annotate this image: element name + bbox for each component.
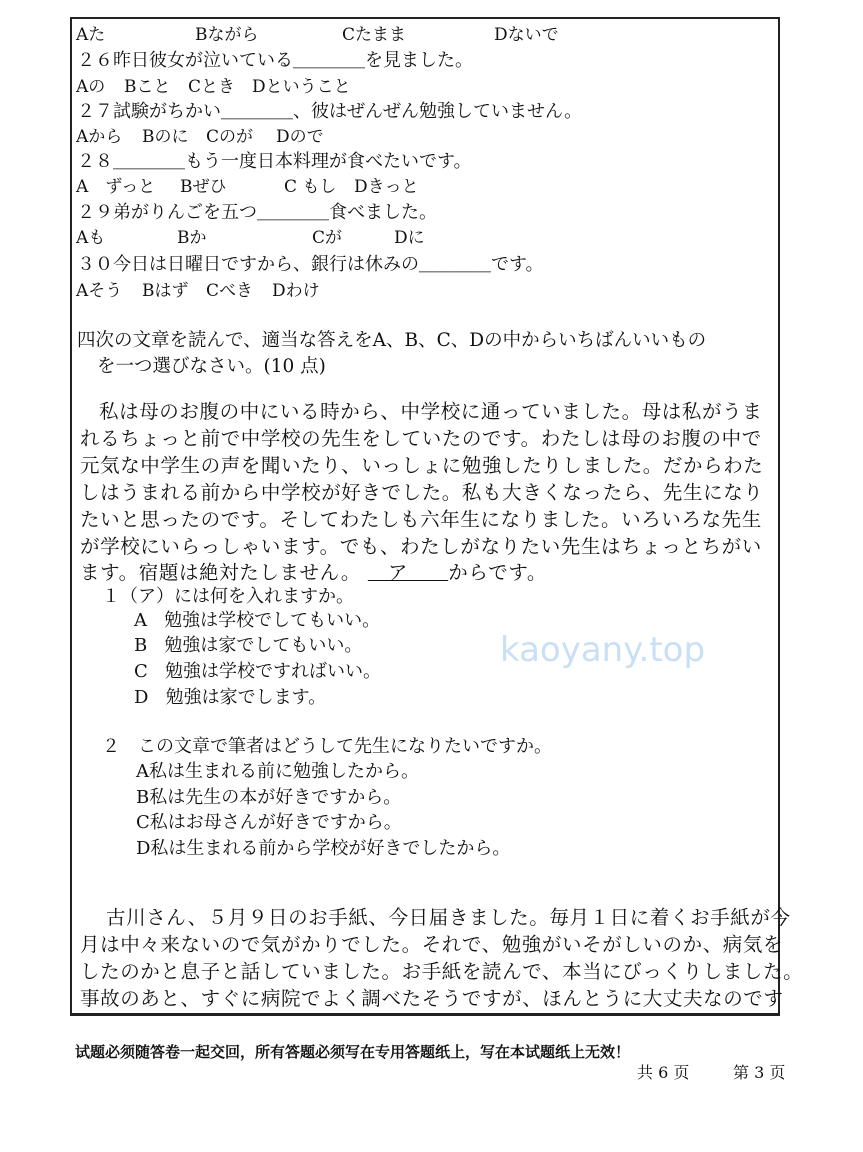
passage-line: れるちょっと前で中学校の先生をしていたのです。わたしは母のお腹の中で bbox=[80, 427, 762, 450]
q29-option-c: Cが bbox=[312, 228, 343, 248]
passage-line bbox=[80, 561, 547, 585]
p1-question-2: ２ この文章で筆者はどうして先生になりたいですか。 bbox=[102, 736, 552, 757]
q30-option-d: Dわけ bbox=[272, 281, 320, 301]
p1-question-1: １（ア）には何を入れますか。 bbox=[102, 586, 354, 607]
q27-option-d: Dので bbox=[276, 127, 324, 147]
q27-option-a: Aから bbox=[76, 127, 123, 147]
q26-option-d: Dということ bbox=[252, 77, 351, 97]
section-heading: 四次の文章を読んで、適当な答えをA、B、C、Dの中からいちばんいいもの bbox=[77, 330, 707, 351]
q26-option-c: Cとき bbox=[188, 77, 236, 97]
q29-text: ２９弟がりんごを五つ＿＿＿＿食べました。 bbox=[77, 202, 437, 223]
option-letter: A bbox=[134, 610, 147, 631]
q27-option-c: Cのが bbox=[206, 127, 254, 147]
p1q1-option-d bbox=[134, 687, 326, 709]
q26-option-a: Aの bbox=[76, 77, 106, 97]
p1q2-option-a: A私は生まれる前に勉強したから。 bbox=[136, 761, 419, 782]
q30-option-b: Bはず bbox=[142, 281, 189, 301]
option-text: 勉強は家でしてもいい。 bbox=[164, 635, 363, 656]
q30-text: ３０今日は日曜日ですから、銀行は休みの＿＿＿＿です。 bbox=[77, 254, 544, 275]
option-letter: B bbox=[134, 635, 148, 656]
watermark: kaoyany.top bbox=[500, 630, 706, 670]
option-text: 勉強は学校でしてもいい。 bbox=[164, 610, 381, 631]
q27-text: ２７試験がちかい＿＿＿＿、彼はぜんぜん勉強していません。 bbox=[77, 101, 583, 122]
blank-a: ア bbox=[367, 561, 449, 584]
passage-line: しはうまれる前から中学校が好きでした。私も大きくなったら、先生になり bbox=[80, 481, 764, 504]
exam-content-box bbox=[70, 17, 804, 1016]
q28-option-a: A ずっと bbox=[76, 177, 156, 197]
q28-option-b: Bぜひ bbox=[180, 177, 227, 197]
footer-notice: 试题必须随答卷一起交回，所有答题必须写在专用答题纸上，写在本试题纸上无效！ bbox=[75, 1043, 631, 1061]
q27-option-b: Bのに bbox=[142, 127, 189, 147]
q26-text: ２６昨日彼女が泣いている＿＿＿＿を見ました。 bbox=[77, 50, 473, 71]
q29-option-d: Dに bbox=[394, 228, 425, 248]
passage-line: 事故のあと、すぐに病院でよく調べたそうですが、ほんとうに大丈夫なのです bbox=[80, 987, 784, 1010]
option-letter: C bbox=[134, 661, 148, 682]
passage-line: 元気な中学生の声を聞いたり、いっしょに勉強したりしました。だからわた bbox=[80, 454, 764, 477]
passage-line: したのかと息子と話していました。お手紙を読んで、本当にびっくりしました。 bbox=[80, 960, 804, 983]
passage-line: 古川さん、５月９日のお手紙、今日届きました。毎月１日に着くお手紙が今 bbox=[106, 906, 791, 929]
p1q1-option-c bbox=[134, 661, 381, 683]
q25-option-b: Bながら bbox=[195, 25, 259, 45]
q28-text: ２８＿＿＿＿もう一度日本料理が食べたいです。 bbox=[77, 151, 472, 172]
passage-line: が学校にいらっしゃいます。でも、わたしがなりたい先生はちょっとちがい bbox=[80, 535, 762, 558]
p1q2-option-b: B私は先生の本が好きですから。 bbox=[136, 787, 402, 808]
q28-option-c: C もし bbox=[284, 177, 337, 197]
option-text: 勉強は家でします。 bbox=[165, 687, 327, 708]
passage-text: ます。宿題は絶対たしません。 bbox=[80, 561, 362, 584]
passage-line: 月は中々来ないので気がかりでした。それで、勉強がいそがしいのか、病気を bbox=[80, 933, 784, 956]
current-page: 第 3 页 bbox=[733, 1063, 786, 1082]
q25-option-d: Dないで bbox=[494, 25, 559, 45]
p1q2-option-d: D私は生まれる前から学校が好きでしたから。 bbox=[136, 838, 511, 859]
q30-option-a: Aそう bbox=[76, 281, 123, 301]
q29-option-a: Aも bbox=[76, 228, 106, 248]
total-pages: 共 6 页 bbox=[637, 1063, 690, 1082]
q30-option-c: Cべき bbox=[206, 281, 254, 301]
passage-line: 私は母のお腹の中にいる時から、中学校に通っていました。母は私がうま bbox=[99, 400, 763, 423]
q29-option-b: Bか bbox=[177, 228, 207, 248]
q26-option-b: Bこと bbox=[124, 77, 171, 97]
option-text: 勉強は学校ですればいい。 bbox=[164, 661, 381, 682]
q25-option-a: Aた bbox=[76, 25, 106, 45]
option-letter: D bbox=[134, 687, 149, 708]
section-heading-cont: を一つ選びなさい。(10 点) bbox=[97, 356, 326, 377]
q25-option-c: Cたまま bbox=[342, 25, 407, 45]
p1q2-option-c: C私はお母さんが好きですから。 bbox=[136, 812, 402, 833]
q28-option-d: Dきっと bbox=[354, 177, 419, 197]
p1q1-option-b bbox=[134, 635, 362, 657]
p1q1-option-a bbox=[134, 610, 380, 632]
passage-line: たいと思ったのです。そしてわたしも六年生になりました。いろいろな先生 bbox=[80, 508, 762, 531]
passage-text: からです。 bbox=[448, 561, 547, 584]
